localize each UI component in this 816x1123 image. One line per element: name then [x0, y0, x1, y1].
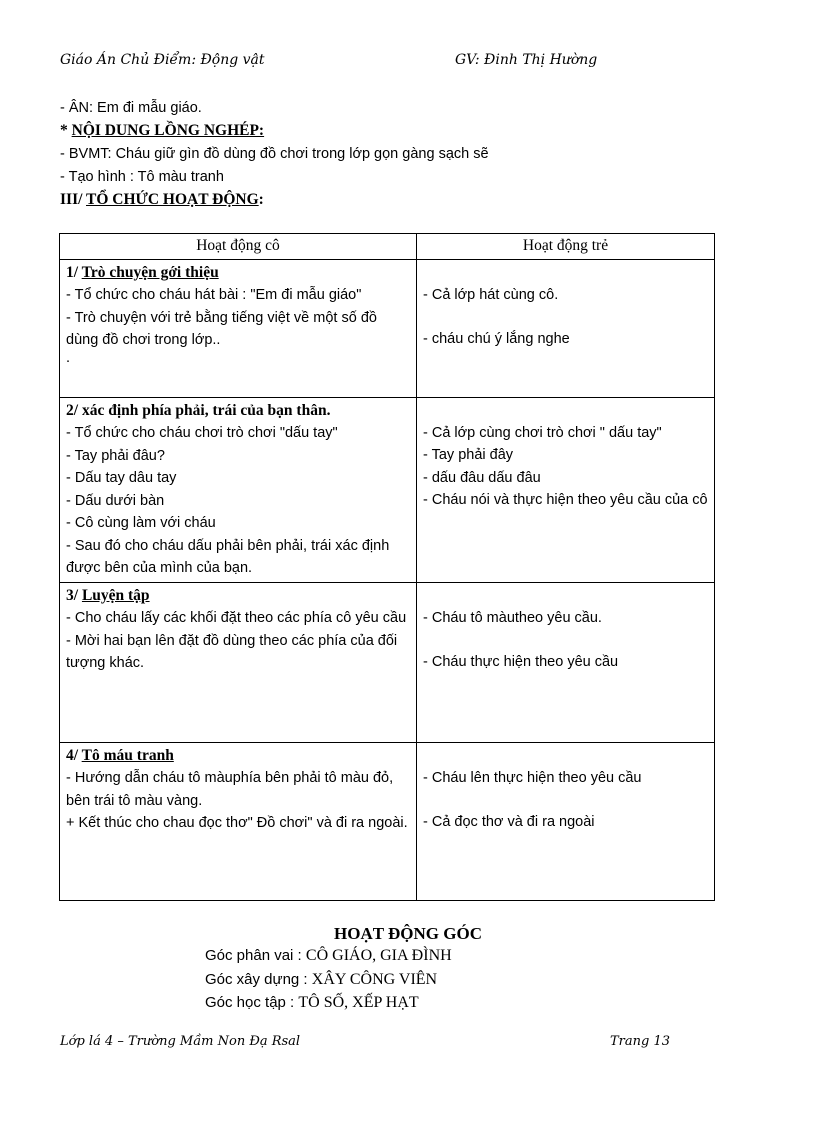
list-item: - Dấu dưới bàn	[66, 492, 165, 509]
table-row	[60, 397, 715, 582]
goc-value: XÂY CÔNG VIÊN	[311, 971, 438, 988]
footer-right: Trang 13	[610, 1034, 671, 1049]
row-num: 4/	[66, 746, 82, 764]
list-item: - Sau đó cho cháu dấu phải bên phải, trái xác định được bên của mình của bạn.	[66, 537, 390, 576]
goc-label: Góc phân vai :	[205, 947, 306, 964]
long-ghep-prefix: *	[60, 122, 72, 139]
list-item: - Cả lớp hát cùng cô.	[423, 286, 559, 303]
list-item: - Cô cùng làm với cháu	[66, 515, 216, 531]
list-item: - Tổ chức cho cháu hát bài : "Em đi mẫu giáo"	[66, 287, 362, 303]
list-item: - Dấu tay dâu tay	[66, 470, 177, 486]
goc-value: TÔ SỐ, XẾP HẠT	[298, 994, 419, 1011]
long-ghep-title: NỘI DUNG LỒNG NGHÉP:	[71, 122, 265, 139]
list-item: - Cháu thực hiện theo yêu cầu	[423, 654, 619, 670]
bvmt-line: - BVMT: Cháu giữ gìn đồ dùng đồ chơi trong lớp gọn gàng sạch sẽ	[60, 146, 489, 162]
col-header-tre: Hoạt động trẻ	[417, 234, 715, 260]
goc-item	[205, 971, 437, 989]
row-title-text: Trò chuyện gới thiệu	[81, 263, 219, 281]
list-item: - Cả đọc thơ và đi ra ngoài	[423, 814, 595, 830]
list-item: + Kết thúc cho chau đọc thơ" Đồ chơi" và đi ra ngoài.	[66, 815, 408, 831]
to-chuc-prefix: III/	[60, 191, 86, 208]
row-2-co	[60, 397, 417, 582]
header-left: Giáo Án Chủ Điểm: Động vật	[60, 52, 265, 68]
header-right: GV: Đinh Thị Hường	[455, 52, 598, 68]
list-item: - Cho cháu lấy các khối đặt theo các phía cô yêu cầu	[66, 610, 407, 626]
col-header-co: Hoạt động cô	[60, 234, 417, 260]
row-4-co	[60, 742, 417, 900]
list-item: .	[66, 349, 71, 366]
activities-table	[59, 233, 715, 901]
row-3-tre	[417, 582, 715, 742]
goc-label: Góc học tập :	[205, 994, 299, 1011]
row-2-title	[66, 400, 410, 423]
row-title-text: Tô máu tranh	[81, 746, 174, 764]
list-item: - cháu chú ý lắng nghe	[423, 331, 570, 347]
list-item: - Cháu tô màutheo yêu cầu.	[423, 609, 602, 626]
footer-left: Lớp lá 4 – Trường Mầm Non Đạ Rsal	[60, 1034, 301, 1049]
row-3-title	[66, 585, 410, 608]
list-item: - Hướng dẫn cháu tô màuphía bên phải tô màu đỏ, bên trái tô màu vàng.	[66, 770, 394, 809]
to-chuc-title: TỔ CHỨC HOẠT ĐỘNG	[86, 191, 259, 208]
hoat-dong-goc-title: HOẠT ĐỘNG GÓC	[334, 924, 482, 943]
table-row	[60, 582, 715, 742]
list-item: - Mời hai bạn lên đặt đồ dùng theo các phía của đối tượng khác.	[66, 632, 398, 671]
to-chuc-suffix: :	[258, 191, 264, 208]
row-2-tre	[417, 397, 715, 582]
list-item: - Cả lớp cùng chơi trò chơi " dấu tay"	[423, 424, 662, 441]
row-title-text: xác định phía phải, trái của bạn thân.	[81, 401, 331, 419]
table-row	[60, 742, 715, 900]
row-1-title	[66, 262, 410, 285]
list-item: - Tay phải đâu?	[66, 447, 165, 464]
goc-item	[205, 947, 452, 965]
list-item: - Trò chuyện với trẻ bằng tiếng việt về một số đồ dùng đồ chơi trong lớp..	[66, 309, 377, 348]
row-num: 1/	[66, 263, 82, 281]
row-1-co	[60, 259, 417, 397]
list-item: - dấu đâu dấu đâu	[423, 469, 541, 486]
list-item: - Tổ chức cho cháu chơi trò chơi "dấu tay"	[66, 425, 338, 441]
list-item: - Cháu lên thực hiện theo yêu cầu	[423, 769, 642, 786]
row-3-co	[60, 582, 417, 742]
to-chuc-heading	[60, 191, 264, 209]
table-row	[60, 259, 715, 397]
long-ghep-heading	[60, 122, 264, 140]
list-item: - Cháu nói và thực hiện theo yêu cầu của cô	[423, 492, 708, 508]
row-num: 3/	[66, 586, 82, 604]
row-num: 2/	[66, 401, 82, 419]
goc-value: CÔ GIÁO, GIA ĐÌNH	[305, 947, 452, 964]
table-header-row	[60, 234, 715, 260]
tao-hinh-line: - Tạo hình : Tô màu tranh	[60, 169, 224, 185]
goc-label: Góc xây dựng :	[205, 971, 312, 988]
an-line: - ÂN: Em đi mẫu giáo.	[60, 100, 202, 116]
goc-item	[205, 994, 419, 1012]
row-4-tre	[417, 742, 715, 900]
row-1-tre	[417, 259, 715, 397]
list-item: - Tay phải đây	[423, 447, 514, 463]
row-4-title	[66, 745, 410, 768]
row-title-text: Luyện tập	[81, 586, 150, 604]
